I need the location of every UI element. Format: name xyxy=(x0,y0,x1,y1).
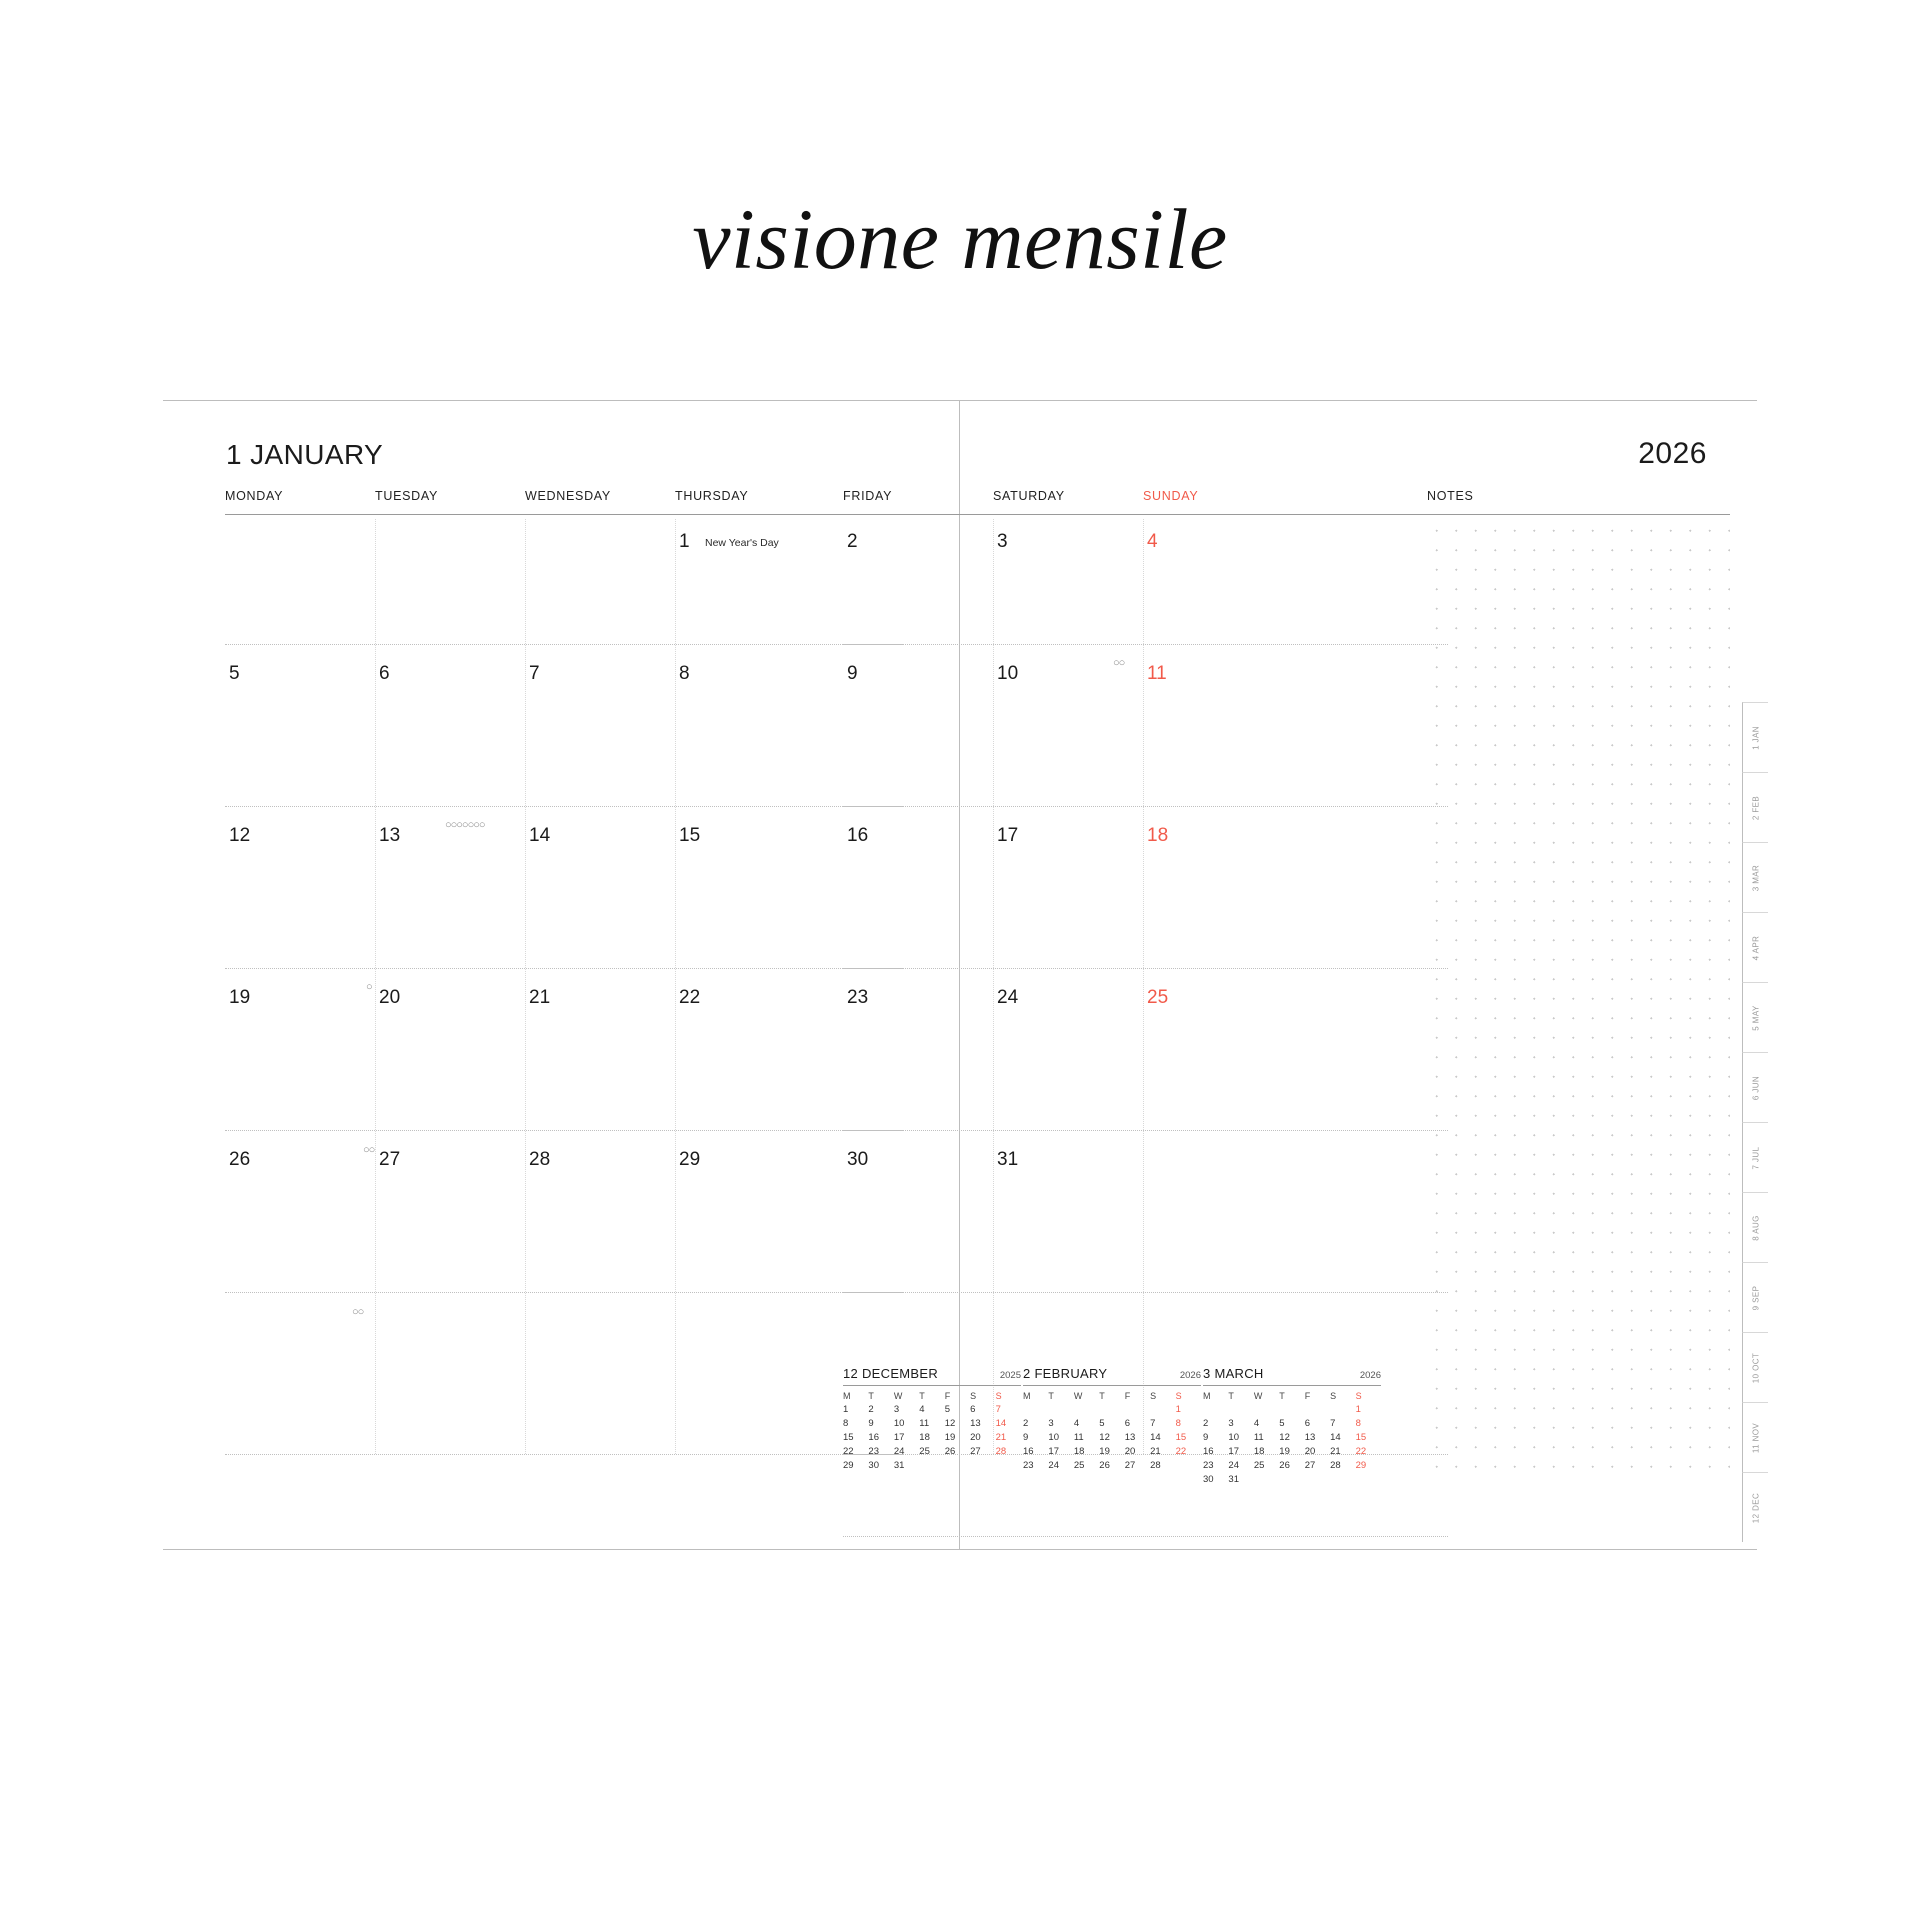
weekday-header-wednesday: WEDNESDAY xyxy=(525,489,611,503)
day-cell-12[interactable]: 12 xyxy=(229,825,251,846)
mini-day-9: 9 xyxy=(1023,1432,1029,1443)
mini-day-18: 18 xyxy=(1073,1446,1085,1457)
day-cell-19[interactable]: 19 xyxy=(229,987,251,1008)
mini-day-19: 19 xyxy=(1279,1446,1290,1457)
mini-weekday-header: F xyxy=(944,1391,951,1401)
mini-day-3: 3 xyxy=(893,1404,900,1415)
month-tab-label: 6 JUN xyxy=(1751,1075,1760,1100)
mini-day-23: 23 xyxy=(1203,1460,1214,1471)
weekday-header-tuesday: TUESDAY xyxy=(375,489,439,503)
mini-day-16: 16 xyxy=(868,1432,879,1443)
mini-day-7: 7 xyxy=(1150,1418,1156,1429)
mini-day-9: 9 xyxy=(1203,1432,1209,1443)
mini-empty-cell xyxy=(1150,1404,1175,1415)
mini-day-8: 8 xyxy=(1355,1418,1361,1429)
day-cell-9[interactable]: 9 xyxy=(847,663,858,684)
mini-weekday-header: W xyxy=(1253,1391,1263,1401)
mini-day-19: 19 xyxy=(944,1432,956,1443)
mini-day-20: 20 xyxy=(1304,1446,1316,1457)
mini-day-12: 12 xyxy=(944,1418,956,1429)
mini-weekday-header: S xyxy=(1355,1391,1362,1401)
mini-weekday-header: W xyxy=(1073,1391,1083,1401)
handwriting-doodle: ○○ xyxy=(1113,657,1125,669)
day-cell-28[interactable]: 28 xyxy=(529,1149,551,1170)
mini-day-3: 3 xyxy=(1228,1418,1234,1429)
mini-day-31: 31 xyxy=(893,1460,905,1471)
column-divider xyxy=(375,519,376,1454)
day-cell-15[interactable]: 15 xyxy=(679,825,701,846)
mini-day-4: 4 xyxy=(1253,1418,1260,1429)
month-tab-label: 11 NOV xyxy=(1751,1422,1760,1453)
mini-day-15: 15 xyxy=(1355,1432,1367,1443)
month-tab-7-jul[interactable] xyxy=(1742,1122,1768,1192)
mini-day-8: 8 xyxy=(1175,1418,1181,1429)
month-tab-label: 3 MAR xyxy=(1751,864,1760,891)
month-tab-label: 8 AUG xyxy=(1751,1214,1760,1241)
day-cell-23[interactable]: 23 xyxy=(847,987,869,1008)
weekday-header-thursday: THURSDAY xyxy=(675,489,749,503)
month-tab-label: 9 SEP xyxy=(1751,1285,1760,1310)
mini-day-24: 24 xyxy=(893,1446,905,1457)
mini-empty-cell xyxy=(1330,1404,1355,1415)
mini-day-25: 25 xyxy=(1253,1460,1265,1471)
mini-day-27: 27 xyxy=(1304,1460,1316,1471)
week-separator xyxy=(225,806,903,807)
mini-day-5: 5 xyxy=(1099,1418,1105,1429)
mini-day-7: 7 xyxy=(995,1404,1001,1415)
handwriting-doodle: ○ xyxy=(366,981,372,993)
holiday-label: New Year's Day xyxy=(705,537,779,549)
mini-empty-cell xyxy=(1254,1404,1279,1415)
mini-weekday-header: M xyxy=(1023,1391,1031,1401)
notes-dot-grid[interactable] xyxy=(1425,519,1730,1479)
mini-day-8: 8 xyxy=(843,1418,849,1429)
mini-weekday-header: T xyxy=(1279,1391,1285,1401)
column-divider xyxy=(993,519,994,1454)
day-cell-8[interactable]: 8 xyxy=(679,663,690,684)
mini-month-grid xyxy=(843,1391,1021,1471)
mini-day-15: 15 xyxy=(843,1432,854,1443)
mini-empty-cell xyxy=(1305,1404,1330,1415)
mini-day-20: 20 xyxy=(970,1432,981,1443)
mini-day-2: 2 xyxy=(1203,1418,1209,1429)
month-tab-label: 1 JAN xyxy=(1751,725,1760,750)
mini-day-16: 16 xyxy=(1203,1446,1214,1457)
day-cell-14[interactable]: 14 xyxy=(529,825,551,846)
mini-day-14: 14 xyxy=(995,1418,1007,1429)
mini-day-29: 29 xyxy=(1355,1460,1367,1471)
mini-day-19: 19 xyxy=(1099,1446,1110,1457)
month-tab-6-jun[interactable] xyxy=(1742,1052,1768,1122)
mini-day-13: 13 xyxy=(1124,1432,1136,1443)
mini-weekday-header: F xyxy=(1304,1391,1311,1401)
mini-day-2: 2 xyxy=(868,1404,874,1415)
mini-empty-cell xyxy=(1023,1404,1048,1415)
day-cell-4[interactable]: 4 xyxy=(1147,531,1158,552)
month-tab-3-mar[interactable] xyxy=(1742,842,1768,912)
mini-day-12: 12 xyxy=(1099,1432,1110,1443)
week-separator xyxy=(843,1130,1448,1131)
week-separator xyxy=(225,1454,903,1455)
month-tab-8-aug[interactable] xyxy=(1742,1192,1768,1262)
month-tab-label: 12 DEC xyxy=(1751,1492,1760,1523)
mini-day-26: 26 xyxy=(1279,1460,1290,1471)
mini-month-year: 2026 xyxy=(1359,1370,1381,1381)
column-divider xyxy=(1143,519,1144,1454)
month-tab-9-sep[interactable] xyxy=(1742,1262,1768,1332)
mini-day-4: 4 xyxy=(1073,1418,1080,1429)
day-cell-5[interactable]: 5 xyxy=(229,663,240,684)
mini-day-5: 5 xyxy=(944,1404,950,1415)
mini-day-1: 1 xyxy=(1355,1404,1361,1415)
day-cell-31[interactable]: 31 xyxy=(997,1149,1019,1170)
day-cell-24[interactable]: 24 xyxy=(997,987,1019,1008)
mini-day-21: 21 xyxy=(1330,1446,1341,1457)
mini-month-year: 2026 xyxy=(1179,1370,1201,1381)
mini-day-11: 11 xyxy=(919,1418,930,1429)
weekday-header-saturday: SATURDAY xyxy=(993,489,1065,503)
day-cell-1[interactable]: 1 xyxy=(679,531,690,552)
mini-day-22: 22 xyxy=(1355,1446,1367,1457)
mini-day-21: 21 xyxy=(1150,1446,1161,1457)
mini-day-27: 27 xyxy=(1124,1460,1136,1471)
mini-empty-cell xyxy=(1228,1404,1253,1415)
mini-day-23: 23 xyxy=(1023,1460,1034,1471)
mini-weekday-header: T xyxy=(919,1391,925,1401)
week-separator xyxy=(225,1292,903,1293)
day-cell-25[interactable]: 25 xyxy=(1147,987,1169,1008)
mini-day-9: 9 xyxy=(868,1418,874,1429)
week-separator xyxy=(225,644,903,645)
mini-weekday-header: W xyxy=(893,1391,903,1401)
month-tab-label: 2 FEB xyxy=(1751,795,1760,820)
handwriting-doodle: ○○ xyxy=(363,1144,375,1156)
mini-weekday-header: T xyxy=(868,1391,874,1401)
mini-weekday-header: S xyxy=(970,1391,977,1401)
day-cell-16[interactable]: 16 xyxy=(847,825,869,846)
week-separator xyxy=(225,968,903,969)
day-cell-20[interactable]: 20 xyxy=(379,987,401,1008)
handwriting-doodle: ○○ xyxy=(352,1306,364,1318)
month-tab-label: 4 APR xyxy=(1751,935,1760,960)
mini-day-14: 14 xyxy=(1330,1432,1341,1443)
mini-day-16: 16 xyxy=(1023,1446,1034,1457)
year-label: 2026 xyxy=(1638,437,1707,470)
mini-day-18: 18 xyxy=(1253,1446,1265,1457)
month-title: 1 JANUARY xyxy=(226,439,384,470)
mini-weekday-header: T xyxy=(1048,1391,1054,1401)
mini-weekday-header: S xyxy=(1330,1391,1337,1401)
mini-day-13: 13 xyxy=(1304,1432,1316,1443)
mini-empty-cell xyxy=(1048,1404,1073,1415)
mini-day-10: 10 xyxy=(1228,1432,1239,1443)
mini-day-25: 25 xyxy=(919,1446,930,1457)
notes-rule xyxy=(1425,514,1730,515)
mini-month-february[interactable] xyxy=(1023,1366,1201,1471)
mini-day-6: 6 xyxy=(1124,1418,1130,1429)
mini-months-bottom-rule xyxy=(843,1536,1448,1537)
month-tab-4-apr[interactable] xyxy=(1742,912,1768,982)
mini-day-22: 22 xyxy=(1175,1446,1187,1457)
mini-weekday-header: S xyxy=(1175,1391,1182,1401)
week-separator xyxy=(843,644,1448,645)
mini-day-28: 28 xyxy=(995,1446,1007,1457)
column-divider xyxy=(675,519,676,1454)
handwriting-doodle: ○○○○○○○ xyxy=(445,819,485,831)
week-separator xyxy=(225,1130,903,1131)
page-title: visione mensile xyxy=(692,191,1228,287)
mini-day-23: 23 xyxy=(868,1446,879,1457)
mini-day-24: 24 xyxy=(1048,1460,1059,1471)
mini-weekday-header: M xyxy=(1203,1391,1211,1401)
mini-day-5: 5 xyxy=(1279,1418,1285,1429)
mini-day-31: 31 xyxy=(1228,1474,1239,1485)
mini-day-11: 11 xyxy=(1073,1432,1084,1443)
mini-day-1: 1 xyxy=(843,1404,849,1415)
mini-month-march[interactable] xyxy=(1203,1366,1381,1485)
day-cell-10[interactable]: 10 xyxy=(997,663,1019,684)
mini-weekday-header: M xyxy=(843,1391,851,1401)
mini-weekday-header: S xyxy=(995,1391,1002,1401)
mini-day-27: 27 xyxy=(970,1446,981,1457)
header-rule xyxy=(843,514,1448,515)
mini-day-28: 28 xyxy=(1150,1460,1161,1471)
mini-weekday-header: F xyxy=(1124,1391,1131,1401)
header-rule xyxy=(225,514,903,515)
month-tab-12-dec[interactable] xyxy=(1742,1472,1768,1542)
month-tab-label: 7 JUL xyxy=(1751,1146,1760,1169)
weekday-header-friday: FRIDAY xyxy=(843,489,893,503)
mini-day-3: 3 xyxy=(1048,1418,1054,1429)
mini-month-name: 12 DECEMBER xyxy=(843,1366,939,1381)
day-cell-18[interactable]: 18 xyxy=(1147,825,1169,846)
notes-label: NOTES xyxy=(1427,489,1474,503)
week-separator xyxy=(843,968,1448,969)
mini-day-30: 30 xyxy=(868,1460,879,1471)
mini-day-10: 10 xyxy=(1048,1432,1059,1443)
mini-day-7: 7 xyxy=(1330,1418,1336,1429)
mini-empty-cell xyxy=(1203,1404,1228,1415)
mini-weekday-header: T xyxy=(1228,1391,1234,1401)
mini-day-18: 18 xyxy=(919,1432,930,1443)
month-tab-label: 5 MAY xyxy=(1751,1004,1760,1031)
day-cell-17[interactable]: 17 xyxy=(997,825,1019,846)
day-cell-11[interactable]: 11 xyxy=(1147,663,1167,684)
mini-month-name: 2 FEBRUARY xyxy=(1023,1366,1108,1381)
day-cell-22[interactable]: 22 xyxy=(679,987,701,1008)
mini-day-25: 25 xyxy=(1073,1460,1085,1471)
mini-day-11: 11 xyxy=(1253,1432,1264,1443)
day-cell-2[interactable]: 2 xyxy=(847,531,858,552)
mini-month-grid xyxy=(1023,1391,1201,1471)
mini-month-year: 2025 xyxy=(999,1370,1021,1381)
mini-month-december[interactable] xyxy=(843,1366,1021,1471)
mini-day-17: 17 xyxy=(1048,1446,1059,1457)
mini-day-2: 2 xyxy=(1023,1418,1029,1429)
day-cell-6[interactable]: 6 xyxy=(379,663,390,684)
month-tab-10-oct[interactable] xyxy=(1742,1332,1768,1402)
column-divider xyxy=(525,519,526,1454)
mini-day-10: 10 xyxy=(893,1418,905,1429)
day-cell-7[interactable]: 7 xyxy=(529,663,540,684)
weekday-header-monday: MONDAY xyxy=(225,489,284,503)
week-separator xyxy=(843,1292,1448,1293)
day-cell-21[interactable]: 21 xyxy=(529,987,551,1008)
mini-day-28: 28 xyxy=(1330,1460,1341,1471)
mini-day-26: 26 xyxy=(944,1446,956,1457)
mini-day-15: 15 xyxy=(1175,1432,1187,1443)
mini-month-grid xyxy=(1203,1391,1381,1485)
month-tab-label: 10 OCT xyxy=(1751,1352,1760,1383)
mini-day-24: 24 xyxy=(1228,1460,1239,1471)
mini-day-13: 13 xyxy=(970,1418,981,1429)
month-tab-11-nov[interactable] xyxy=(1742,1402,1768,1472)
day-cell-13[interactable]: 13 xyxy=(379,825,401,846)
mini-empty-cell xyxy=(1279,1404,1304,1415)
mini-day-17: 17 xyxy=(893,1432,905,1443)
month-tab-1-jan[interactable] xyxy=(1742,702,1768,772)
day-cell-26[interactable]: 26 xyxy=(229,1149,251,1170)
mini-day-1: 1 xyxy=(1175,1404,1181,1415)
mini-day-21: 21 xyxy=(995,1432,1007,1443)
mini-month-name: 3 MARCH xyxy=(1203,1366,1264,1381)
day-cell-27[interactable]: 27 xyxy=(379,1149,401,1170)
mini-day-6: 6 xyxy=(1304,1418,1310,1429)
day-cell-29[interactable]: 29 xyxy=(679,1149,701,1170)
mini-day-29: 29 xyxy=(843,1460,854,1471)
calendar-spread xyxy=(163,400,1757,1550)
spread-left-page xyxy=(163,401,960,1549)
mini-weekday-header: S xyxy=(1150,1391,1157,1401)
mini-day-26: 26 xyxy=(1099,1460,1110,1471)
mini-empty-cell xyxy=(1099,1404,1124,1415)
month-tab-2-feb[interactable] xyxy=(1742,772,1768,842)
month-tabs[interactable] xyxy=(1742,702,1768,1542)
mini-weekday-header: T xyxy=(1099,1391,1105,1401)
mini-day-20: 20 xyxy=(1124,1446,1136,1457)
day-cell-30[interactable]: 30 xyxy=(847,1149,869,1170)
mini-day-17: 17 xyxy=(1228,1446,1239,1457)
mini-empty-cell xyxy=(1125,1404,1150,1415)
mini-day-12: 12 xyxy=(1279,1432,1290,1443)
month-tab-5-may[interactable] xyxy=(1742,982,1768,1052)
mini-day-4: 4 xyxy=(919,1404,925,1415)
day-cell-3[interactable]: 3 xyxy=(997,531,1008,552)
weekday-header-sunday: SUNDAY xyxy=(1143,489,1199,503)
mini-day-30: 30 xyxy=(1203,1474,1214,1485)
mini-empty-cell xyxy=(1074,1404,1099,1415)
mini-day-14: 14 xyxy=(1150,1432,1161,1443)
mini-day-6: 6 xyxy=(970,1404,976,1415)
week-separator xyxy=(843,806,1448,807)
mini-day-22: 22 xyxy=(843,1446,854,1457)
